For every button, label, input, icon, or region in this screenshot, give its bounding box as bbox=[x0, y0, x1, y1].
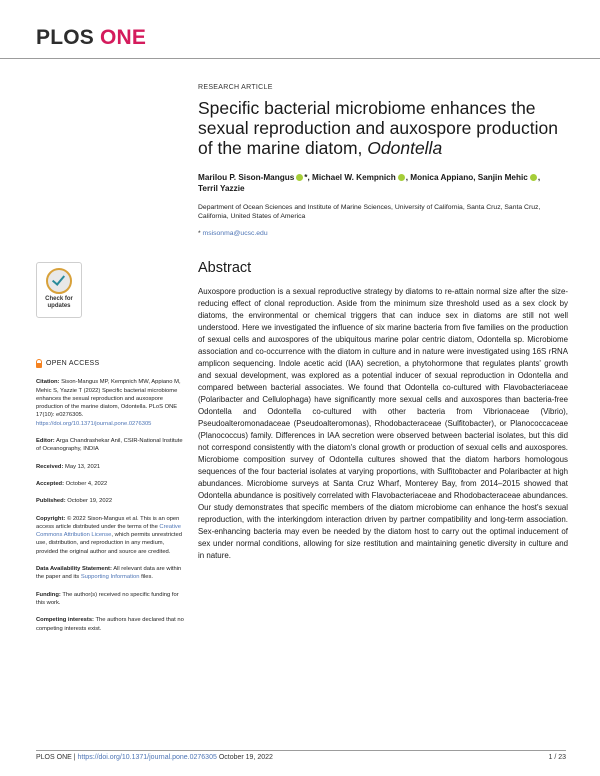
affiliation: Department of Ocean Sciences and Institute of Marine Sciences, University of California, Santa Cruz, Santa Cruz, California, United States of America bbox=[198, 204, 541, 220]
title-species: Odontella bbox=[367, 138, 443, 158]
published-block bbox=[36, 497, 186, 505]
abstract-body bbox=[198, 286, 568, 562]
funding-text: The author(s) received no specific funding for this work. bbox=[36, 591, 179, 606]
accepted-block bbox=[36, 480, 186, 488]
footer-date: October 19, 2022 bbox=[218, 754, 273, 761]
open-lock-icon bbox=[36, 363, 42, 368]
author-2[interactable]: *, Michael W. Kempnich bbox=[304, 173, 396, 182]
copyright-label: Copyright: bbox=[36, 515, 66, 522]
correspondence-email[interactable]: msisonma@ucsc.edu bbox=[202, 230, 268, 237]
author-1[interactable]: Marilou P. Sison-Mangus bbox=[198, 173, 295, 182]
logo-plos: PLOS bbox=[36, 26, 94, 49]
accepted-label: Accepted: bbox=[36, 480, 65, 487]
copyright-block bbox=[36, 515, 186, 556]
logo-one: ONE bbox=[99, 26, 147, 49]
funding-block bbox=[36, 591, 186, 608]
check-for-updates-badge[interactable] bbox=[36, 262, 82, 318]
open-access-badge bbox=[36, 360, 186, 368]
citation-link[interactable]: https://doi.org/10.1371/journal.pone.0276305 bbox=[36, 420, 152, 427]
editor-text: Arga Chandrashekar Anil, CSIR-National Institute of Oceanography, INDIA bbox=[36, 438, 183, 453]
journal-header bbox=[0, 0, 600, 59]
received-date: May 13, 2021 bbox=[65, 463, 101, 470]
plos-one-logo[interactable] bbox=[36, 27, 146, 49]
data-text-1: All relevant data are within the paper and its bbox=[36, 566, 182, 581]
orcid-icon[interactable] bbox=[296, 174, 303, 181]
received-block bbox=[36, 463, 186, 471]
editor-block bbox=[36, 437, 186, 454]
orcid-icon[interactable] bbox=[398, 174, 405, 181]
footer-journal: PLOS ONE | bbox=[36, 754, 76, 761]
author-sep: , bbox=[537, 173, 541, 182]
data-text-2: files. bbox=[141, 574, 154, 581]
funding-label: Funding: bbox=[36, 591, 61, 598]
data-label: Data Availability Statement: bbox=[36, 566, 112, 573]
article-title bbox=[198, 98, 568, 158]
orcid-icon[interactable] bbox=[530, 174, 537, 181]
copyright-text-2: , which permits unrestricted use, distribution, and reproduction in any medium, provided the original author and source are credited. bbox=[36, 532, 182, 555]
page-number: 1 / 23 bbox=[548, 754, 566, 761]
author-list bbox=[198, 172, 568, 194]
competing-interests-block bbox=[36, 616, 186, 633]
footer-divider bbox=[36, 750, 566, 751]
article-type: RESEARCH ARTICLE bbox=[198, 84, 273, 91]
license-link[interactable]: Creative Commons Attribution License bbox=[36, 523, 182, 539]
abstract-text: Auxospore production is a sexual reproductive strategy by diatoms to re-attain normal size after the size-reducing effect of clonal reproduction. Aside from the minimum size threshold used as a sex clock by diatoms, the environmental or chemical triggers that can induce sex in diatoms are still not well understood. Here we investigated the influence of six marine bacteria from five families on the production of sexual cells and auxospores of the ubiquitous marine polar centric diatom, Odontella sp. Microbiome association and co-occurrence with the diatom in culture and in nature were investigated using 16S rRNA amplicon sequencing. Indole acetic acid (IAA) secretion, a phytohormone that regulates plants' growth and sexual development, was explored as a potential inducer of sexual reproduction in Odontella and compared between bacterial associates. We found that Odontella co-cultured with Flavobacteriaceae (Polaribacter and Cellulophaga) have significantly more sexual cells and auxospores than bacteria-free Odontella and Odontella co-cultured with other bacteria from Vibrionaceae (Vibrio), Pseudoalteromonadaceae (Pseudoalteromonas), Rhodobacteraceae (Sulfitobacter), or Planococcaceae (Planococcus) family. Differences in IAA secretion were observed between bacterial isolates, but this did not correspond consistently with the diatom's clonal growth or production of sexual cells and auxospores. Microbiome composition survey of Odontella cultures showed that the diatom harbors homologous sequences of the four bacterial isolates at varying proportions, with Sulfitobacter and Polaribacter at high abundances. Microbiome surveys at Santa Cruz Wharf, Monterey Bay, from 2014–2015 showed that Odontella abundance is positively correlated with Flavobacteriaceae and Rhodobacteraceae abundances. Our study demonstrates that specific members of the diatom microbiome can enhance the host's sexual reproduction, with the interkingdom interaction driven by partner compatibility and long-term association. Sex-enhancing bacteria may even be needed by the diatom host to carry out the optimal inducement of sex under normal conditions, allowing for size restitution and maintaining genetic diversity in culture and in nature. bbox=[198, 287, 568, 560]
editor-label: Editor: bbox=[36, 438, 55, 445]
page-footer bbox=[36, 754, 566, 761]
footer-doi-link[interactable]: https://doi.org/10.1371/journal.pone.0276305 bbox=[77, 754, 217, 761]
check-updates-icon bbox=[46, 268, 72, 294]
citation-text: Sison-Mangus MP, Kempnich MW, Appiano M, Mehic S, Yazzie T (2022) Specific bacterial microbiome enhances the sexual reproduction and auxospore production of the marine diatom, Odontella. PLoS ONE 17(10): e0276305. bbox=[36, 379, 181, 419]
competing-text: The authors have declared that no competing interests exist. bbox=[36, 617, 184, 632]
accepted-date: October 4, 2022 bbox=[65, 480, 108, 487]
author-3[interactable]: , Monica Appiano, Sanjin Mehic bbox=[405, 173, 528, 182]
abstract-heading: Abstract bbox=[198, 260, 252, 276]
supporting-info-link[interactable]: Supporting Information bbox=[80, 574, 140, 581]
check-updates-line2: updates bbox=[47, 303, 71, 309]
article-main bbox=[198, 70, 568, 562]
title-main: Specific bacterial microbiome enhances the sexual reproduction and auxospore production of the marine diatom, bbox=[198, 98, 558, 158]
article-sidebar bbox=[36, 360, 186, 642]
copyright-text-1: © 2022 Sison-Mangus et al. This is an open access article distributed under the terms of the bbox=[36, 515, 180, 530]
data-availability-block bbox=[36, 565, 186, 582]
author-5[interactable]: Terril Yazzie bbox=[198, 184, 245, 193]
competing-label: Competing interests: bbox=[36, 617, 94, 624]
citation-block bbox=[36, 378, 186, 428]
open-access-label: OPEN ACCESS bbox=[46, 360, 100, 367]
published-label: Published: bbox=[36, 498, 66, 505]
correspondence bbox=[198, 230, 568, 237]
check-updates-line1: Check for bbox=[45, 296, 73, 302]
citation-label: Citation: bbox=[36, 379, 60, 386]
correspondence-star: * bbox=[198, 230, 201, 237]
published-date: October 19, 2022 bbox=[67, 498, 113, 505]
received-label: Received: bbox=[36, 463, 64, 470]
